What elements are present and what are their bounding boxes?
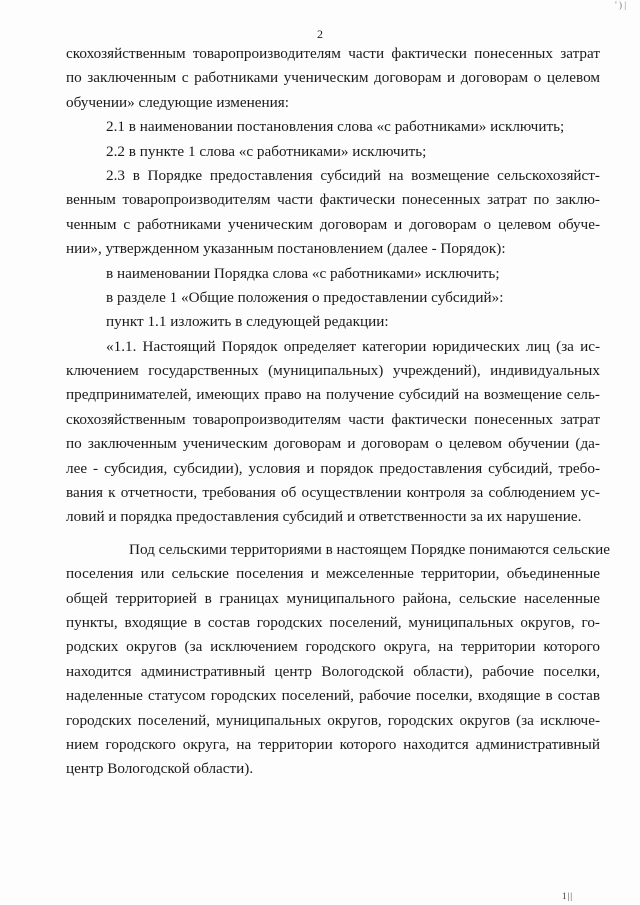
- text-line: скохозяйственным товаропроизводителям части фактически понесенных затрат: [66, 45, 600, 62]
- paragraph: [66, 262, 600, 286]
- text-line: поселения или сельские поселения и межселенные территории, объединенные: [66, 565, 600, 583]
- paragraph: [66, 310, 600, 334]
- text-line: «1.1. Настоящий Порядок определяет категории юридических лиц (за ис-: [106, 337, 600, 355]
- text-line: пункты, входящие в состав городских поселений, муниципальных округов, го-: [66, 613, 600, 631]
- paragraph: [66, 538, 611, 782]
- text-line: по заключенным с работниками ученическим договорам и договорам о целевом: [66, 69, 600, 87]
- text-line: ченным с работниками ученическим договорам и договорам о целевом обуче-: [66, 215, 600, 233]
- footer-mark: 1||: [562, 891, 574, 901]
- text-line: по заключенным ученическим договорам и договорам о целевом обучении (да-: [66, 435, 600, 453]
- text-line: находится административный центр Вологодской области), рабочие поселки,: [66, 662, 600, 680]
- text-line: предпринимателей, имеющих право на получение субсидий на возмещение сель-: [66, 386, 600, 404]
- text-line: венным товаропроизводителям части фактически понесенных затрат по заклю-: [66, 191, 600, 209]
- text-line: ключением государственных (муниципальных) учреждений), индивидуальных: [66, 362, 600, 380]
- paragraph: [66, 164, 600, 262]
- text-line: скохозяйственным товаропроизводителям части фактически понесенных затрат: [66, 410, 600, 428]
- text-line: общей территорией в границах муниципального района, сельские населенные: [66, 589, 600, 607]
- text-line: ловий и порядка предоставления субсидий и ответственности за их нарушение.: [66, 508, 582, 526]
- text-line: лее - субсидия, субсидии), условия и порядок предоставления субсидий, требо-: [66, 459, 600, 477]
- text-line: пункт 1.1 изложить в следующей редакции:: [106, 313, 389, 331]
- text-line: в наименовании Порядка слова «с работниками» исключить;: [106, 264, 500, 282]
- corner-mark: ' ) |: [615, 0, 626, 10]
- text-line: обучении» следующие изменения:: [66, 93, 289, 111]
- text-line: 2.3 в Порядке предоставления субсидий на возмещение сельскохозяйст-: [106, 166, 600, 184]
- text-line: родских округов (за исключением городского округа, на территории которого: [66, 638, 600, 656]
- text-line: в разделе 1 «Общие положения о предоставлении субсидий»:: [106, 288, 504, 306]
- page-number: 2: [317, 27, 323, 41]
- text-line: нии», утвержденном указанным постановлением (далее - Порядок):: [66, 240, 506, 258]
- text-line: Под сельскими территориями в настоящем Порядке понимаются сельские: [129, 540, 611, 558]
- paragraph: [66, 42, 600, 115]
- text-line: 2.1 в наименовании постановления слова «с работниками» исключить;: [106, 118, 565, 136]
- paragraph: [66, 335, 600, 530]
- text-line: наделенные статусом городских поселений, рабочие поселки, входящие в состав: [66, 687, 600, 705]
- paragraph: [66, 140, 600, 164]
- paragraph: [66, 286, 600, 310]
- text-line: городских поселений, муниципальных округов, городских округов (за исключе-: [66, 711, 600, 729]
- text-line: нием городского округа, на территории которого находится административный: [66, 735, 600, 753]
- document-body: [66, 42, 611, 782]
- paragraph: [66, 115, 600, 139]
- text-line: 2.2 в пункте 1 слова «с работниками» исключить;: [106, 142, 427, 160]
- text-line: центр Вологодской области).: [66, 760, 254, 778]
- text-line: вания к отчетности, требования об осуществлении контроля за соблюдением ус-: [66, 484, 600, 502]
